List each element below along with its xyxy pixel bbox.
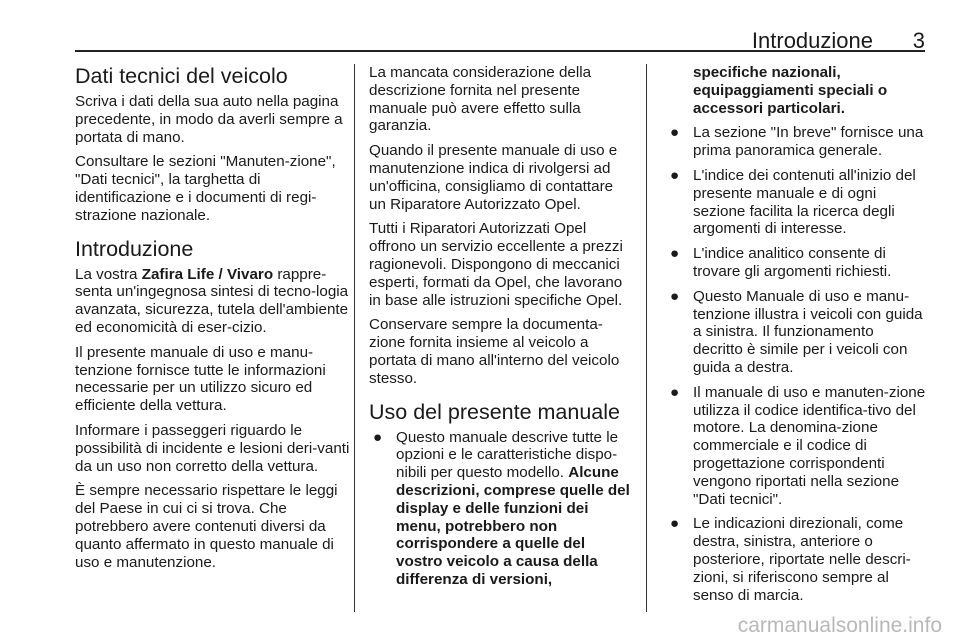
column-left — [75, 64, 353, 578]
text-run: rappre-senta un'ingegnosa sintesi di tecno-logia avanzata, sicurezza, tutela dell'ambiente ed economicità di eser-cizio. — [75, 265, 349, 336]
section-heading: Uso del presente manuale — [369, 399, 620, 424]
page-number: 3 — [912, 28, 925, 53]
text-run: Questo manuale descrive tutte le opzioni e le caratteristiche dispo-nibili per questo modello. — [396, 428, 619, 482]
list-item — [369, 429, 632, 589]
list-item — [666, 124, 926, 160]
header-title: Introduzione — [751, 28, 873, 53]
paragraph: Tutti i Riparatori Autorizzati Opel offrono un servizio eccellente a prezzi ragionevoli. Dispongono di meccanici esperti, formati da Opel, che lavorano in base alle istruzioni specifiche Opel. — [369, 220, 623, 309]
column-right — [666, 64, 926, 611]
bullet-icon: ● — [670, 166, 680, 184]
paragraph: Il presente manuale di uso e manu-tenzione fornisce tutte le informazioni necessarie per un utilizzo sicuro ed efficiente della vettura. — [75, 343, 326, 415]
column-divider — [354, 64, 355, 612]
text-run: Questo Manuale di uso e manu-tenzione illustra i veicoli con guida a sinistra. Il funzionamento decritto è simile per i veicoli con guida a destra. — [693, 287, 923, 376]
text-run: La sezione "In breve" fornisce una prima panoramica generale. — [693, 124, 924, 160]
paragraph: Informare i passeggeri riguardo le possibilità di incidente e lesioni deri-vanti da un uso non corretto della vettura. — [75, 421, 350, 475]
paragraph — [75, 266, 353, 337]
list-item — [666, 167, 926, 238]
bullet-icon: ● — [670, 124, 680, 142]
bullet-icon: ● — [670, 515, 680, 533]
list-item — [666, 384, 926, 509]
vehicle-model: Zafira Life / Vivaro — [141, 265, 274, 283]
bullet-list — [369, 429, 632, 589]
text-run: La vostra — [75, 265, 142, 283]
list-item — [666, 288, 926, 377]
list-item — [666, 515, 926, 604]
text-run: specifiche nazionali, equipaggiamenti speciali o accessori particolari. — [693, 64, 888, 117]
text-run: Le indicazioni direzionali, come destra, sinistra, anteriore o posteriore, riportate nelle descri-zioni, si riferiscono sempre al senso di marcia. — [693, 515, 911, 604]
section-heading: Dati tecnici del veicolo — [75, 64, 288, 88]
list-item — [666, 245, 926, 281]
list-item-continuation — [693, 64, 926, 117]
column-divider — [646, 64, 647, 612]
bullet-icon: ● — [670, 245, 680, 263]
column-middle — [369, 64, 632, 596]
bullet-icon: ● — [670, 383, 680, 401]
paragraph: Scriva i dati della sua auto nella pagina precedente, in modo da averli sempre a portata di mano. — [75, 93, 343, 146]
section-heading: Introduzione — [75, 236, 194, 261]
paragraph: È sempre necessario rispettare le leggi del Paese in cui ci si trova. Che potrebbero avere contenuti diversi da quanto affermato in questo manuale di uso e manutenzione. — [75, 482, 338, 571]
text-run: Il manuale di uso e manuten-zione utilizza il codice identifica-tivo del motore. La denomina-zione commerciale e il codice di progettazione corrispondenti vengono riportati nella sezione "Dati tecnici". — [693, 383, 926, 508]
paragraph: Consultare le sezioni "Manuten-zione", "Dati tecnici", la targhetta di identificazione e i documenti di regi-strazione nazionale. — [75, 153, 336, 224]
page-header — [75, 28, 925, 52]
paragraph: Conservare sempre la documenta-zione fornita insieme al veicolo a portata di mano all'interno del veicolo stesso. — [369, 316, 620, 387]
paragraph: La mancata considerazione della descrizione fornita nel presente manuale può avere effetto sulla garanzia. — [369, 64, 592, 135]
text-run: L'indice dei contenuti all'inizio del presente manuale e di ogni sezione facilita la ricerca degli argomenti di interesse. — [693, 166, 916, 238]
bullet-icon: ● — [670, 287, 680, 305]
bullet-list — [666, 124, 926, 604]
paragraph: Quando il presente manuale di uso e manutenzione indica di rivolgersi ad un'officina, consigliamo di contattare un Riparatore Autorizzato Opel. — [369, 142, 618, 213]
bullet-icon: ● — [373, 428, 383, 446]
watermark: carmanualsonline.info — [737, 614, 942, 637]
text-run: L'indice analitico consente di trovare gli argomenti richiesti. — [693, 245, 892, 280]
text-run: Alcune descrizioni, comprese quelle del display e delle funzioni dei menu, potrebbero non corrispondere a quelle del vostro veicolo a causa della differenza di versioni, — [396, 464, 630, 588]
